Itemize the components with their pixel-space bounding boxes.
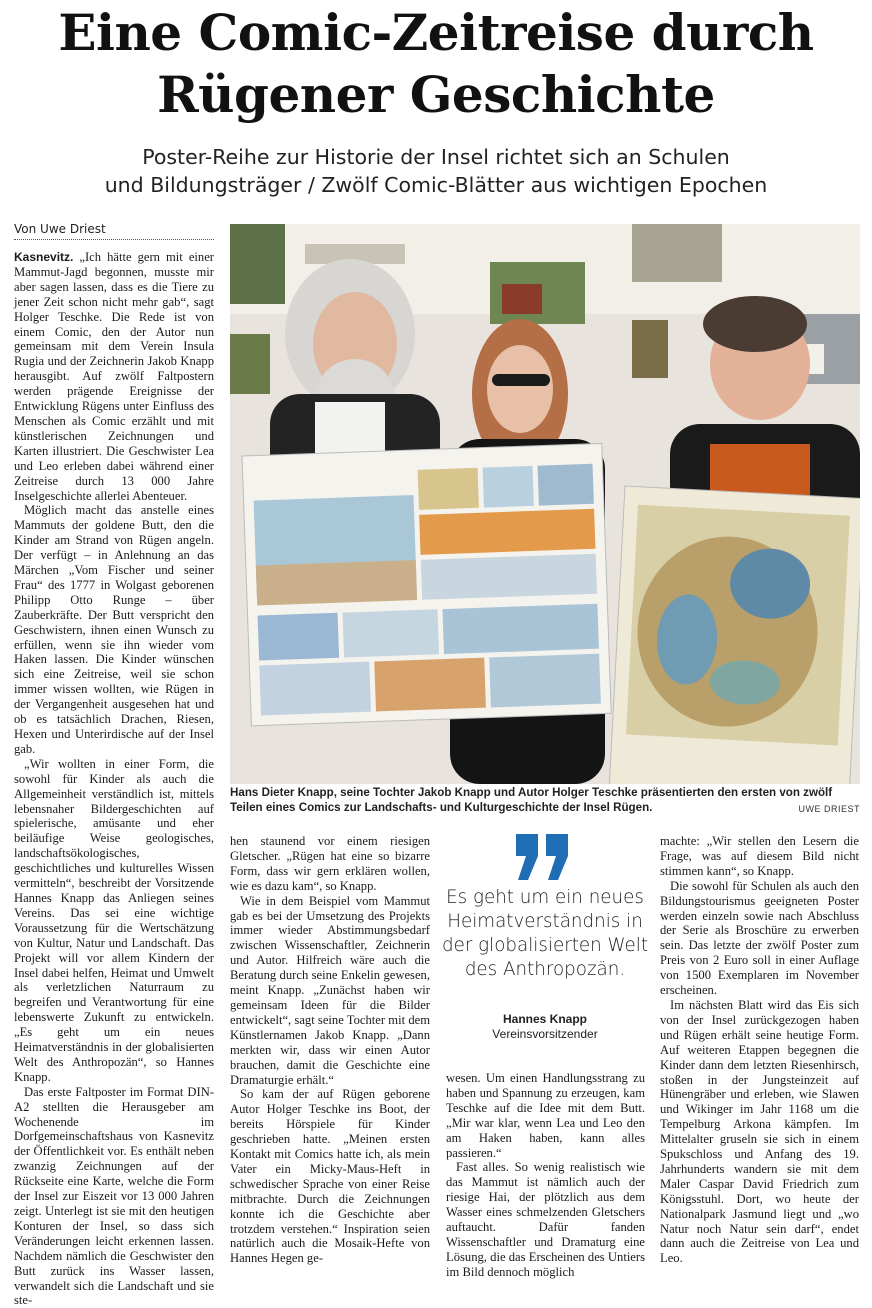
paragraph: machte: „Wir stellen den Lesern die Frage, was auf diesem Bild nicht stimmen kann“, so Knapp. bbox=[660, 834, 859, 878]
photo-illustration bbox=[230, 224, 860, 784]
article-column-1 bbox=[14, 250, 214, 1308]
paragraph: wesen. Um einen Handlungsstrang zu haben und Spannung zu erzeugen, kam Teschke auf die Idee mit dem Butt. „Mir war klar, wenn Lea und Leo den am Haken haben, kann alles passieren.“ bbox=[446, 1071, 645, 1160]
paragraph: So kam der auf Rügen geborene Autor Holger Teschke ins Boot, der bereits Hörspiele für Kinder geschrieben hatte. „Meinen ersten Kontakt mit Comics hatte ich, als mein Vater ein Micky-Maus-Heft in schwedischer Sprache von einer Reise mitbrachte. Durch die Zeichnungen konnte ich die Geschichte aber trotzdem verstehen.“ Inspiration seien natürlich auch die Mosaik-Hefte von Hannes Hegen ge- bbox=[230, 1087, 430, 1266]
article-column-3 bbox=[446, 1071, 645, 1280]
paragraph: Die sowohl für Schulen als auch den Bildungstourismus geeigneten Poster werden einzeln sowie nach Abschluss der Serie als Broschüre zu erwerben sein. Das letzte der zwölf Poster zum Preis von 2 Euro soll in einer Auflage von 1500 Exemplaren im November erscheinen. bbox=[660, 878, 859, 998]
paragraph: Im nächsten Blatt wird das Eis sich von der Insel zurückgezogen haben und Rügen erhält seine heutige Form. Auf weiteren Etappen begegnen die Kinder dann dem letzten Riesenhirsch, stoßen in der Jungsteinzeit auf Hünengräber und erleben, wie Slawen und Wikinger im Jahr 1168 um die Tempelburg Arkona kämpfen. Im Mittelalter gruseln sie sich in einem Spukschloss und Anfang des 19. Jahrhunderts wandern sie mit dem Maler Caspar David Friedrich zum Königsstuhl. Dort, wo heute der Nationalpark Jasmund liegt und „wo Natur noch Natur sein darf“, endet dann auch die Zeitreise von Lea und Leo. bbox=[660, 997, 859, 1266]
paragraph: „Wir wollten in einer Form, die sowohl für Kinder als auch die Allgemeinheit verständlich ist, mittels lebensnaher Bildergeschichten auf spielerische, amüsante und eher beiläufige Weise geologisches, landschaftsökologisches, geschichtliches und kulturelles Wissen vermitteln“, beschreibt der Vorsitzende Hannes Knapp das Anliegen seines Vereins. Das sei eine wichtige Voraussetzung für die Wertschätzung von Kultur, Natur und Landschaft. Das Projekt will vor allem Kindern der Insel dabei helfen, Heimat und Umwelt als verletzlichen Naturraum zu begreifen und Verantwortung für eine lebenswerte Zukunft zu entwickeln. „Es geht um ein neues Heimatverständnis in der globalisierten Welt des Anthropozän“, so Hannes Knapp. bbox=[14, 756, 214, 1084]
dateline: Kasnevitz. bbox=[14, 250, 74, 264]
paragraph: Wie in dem Beispiel vom Mammut gab es bei der Umsetzung des Projekts immer wieder Abstimmungsbedarf zwischen Wissenschaftler, Zeichnerin und Autor. Hilfreich wäre auch die Beratung durch seine Enkelin gewesen, meint Knapp. „Zunächst haben wir gemeinsam Ideen für die Bilder entwickelt“, sagt seine Tochter mit dem Künstlernamen Jakob Knapp. „Dann merkten wir, dass wir einen Autor brauchen, damit die Geschichte eine Dramaturgie erhält.“ bbox=[230, 893, 430, 1087]
article-photo bbox=[230, 224, 860, 784]
paragraph: Möglich macht das anstelle eines Mammuts der goldene Butt, den die Kinder am Strand von Rügen angeln. Der verfügt – in Anlehnung an das Märchen „Vom Fischer und seiner Frau“ des 1777 in Wolgast geborenen Philipp Otto Runge – über Zauberkräfte. Der Butt verspricht den Geschwistern, ihnen einen Wunsch zu erfüllen, wenn sie ihn wieder vom Haken lassen. Die Kinder wünschen sich eine Zeitreise, weil sie schon immer wissen wollten, wie Rügen in der Vergangenheit ausgesehen hat und ob es tatsächlich Drachen, Riesen, Hexen und Unterirdische auf der Insel gab. bbox=[14, 503, 214, 756]
paragraph: Kasnevitz. „Ich hätte gern mit einer Mammut-Jagd begonnen, musste mir aber sagen lassen, dass es die Tiere zu jener Zeit schon nicht mehr gab“, sagt Holger Teschke. Die Rede ist von einem Comic, den der Autor nun gemeinsam mit dem Verein Insula Rugia und der Zeichnerin Jakob Knapp herausgibt. Auf zwölf Faltpostern werden prägende Ereignisse der Entwicklung Rügens unter Einfluss des Menschen als Comic erzählt und mit künstlerischen Zeichnungen und Karten illustriert. Die Geschwister Lea und Leo erleben dabei während einer Zeitreise durch 13 000 Jahre Inselgeschichte allerlei Abenteuer. bbox=[14, 250, 214, 503]
subheadline bbox=[0, 143, 872, 199]
article-column-4 bbox=[660, 834, 859, 1266]
headline bbox=[0, 2, 872, 126]
article-column-2 bbox=[230, 834, 430, 1266]
pull-quote: Es geht um ein neues Heimatverständnis in der globalisierten Welt des Anthropozän. bbox=[441, 887, 649, 980]
photo-credit: UWE DRIEST bbox=[798, 804, 860, 814]
subheadline-line-2: und Bildungsträger / Zwölf Comic-Blätter aus wichtigen Epochen bbox=[104, 173, 768, 197]
paragraph: Fast alles. So wenig realistisch wie das Mammut ist nämlich auch der riesige Hai, der plötzlich aus dem Wasser eines schmelzenden Gletschers auftaucht. Dafür fanden Wissenschaftler und Dramaturg eine Lösung, die das Erscheinen des Untiers im Bild dennoch möglich bbox=[446, 1160, 645, 1279]
quote-mark-icon bbox=[514, 832, 574, 882]
pull-quote-role: Vereinsvorsitzender bbox=[492, 1027, 598, 1041]
headline-line-1: Eine Comic-Zeitreise durch bbox=[58, 3, 814, 62]
pull-quote-author: Hannes Knapp bbox=[502, 1012, 587, 1026]
subheadline-line-1: Poster-Reihe zur Historie der Insel richtet sich an Schulen bbox=[142, 145, 730, 169]
paragraph: Das erste Faltposter im Format DIN-A2 stellten die Herausgeber am Wochenende im Dorfgemeinschaftshaus von Kasnevitz der Öffentlichkeit vor. Es enthält neben zwanzig Zeichnungen auf der Rückseite eine Karte, welche die Form der Insel zur Eiszeit vor 13 000 Jahren zeigt. Unterlegt ist sie mit den heutigen Konturen der Insel, so dass sich Veränderungen leicht erkennen lassen. Nachdem nämlich die Geschwister den Butt zurück ins Wasser lassen, verwandelt sich die Landschaft und sie ste- bbox=[14, 1084, 214, 1308]
paragraph: hen staunend vor einem riesigen Gletscher. „Rügen hat eine so bizarre Form, dass wir gern erklären wollen, wie es dazu kam“, so Knapp. bbox=[230, 834, 430, 893]
byline: Von Uwe Driest bbox=[14, 222, 214, 240]
photo-caption: Hans Dieter Knapp, seine Tochter Jakob Knapp und Autor Holger Teschke präsentierten den ersten von zwölf Teilen eines Comics zur Landschafts- und Kulturgeschichte der Insel Rügen. bbox=[230, 786, 833, 814]
headline-line-2: Rügener Geschichte bbox=[157, 65, 715, 124]
